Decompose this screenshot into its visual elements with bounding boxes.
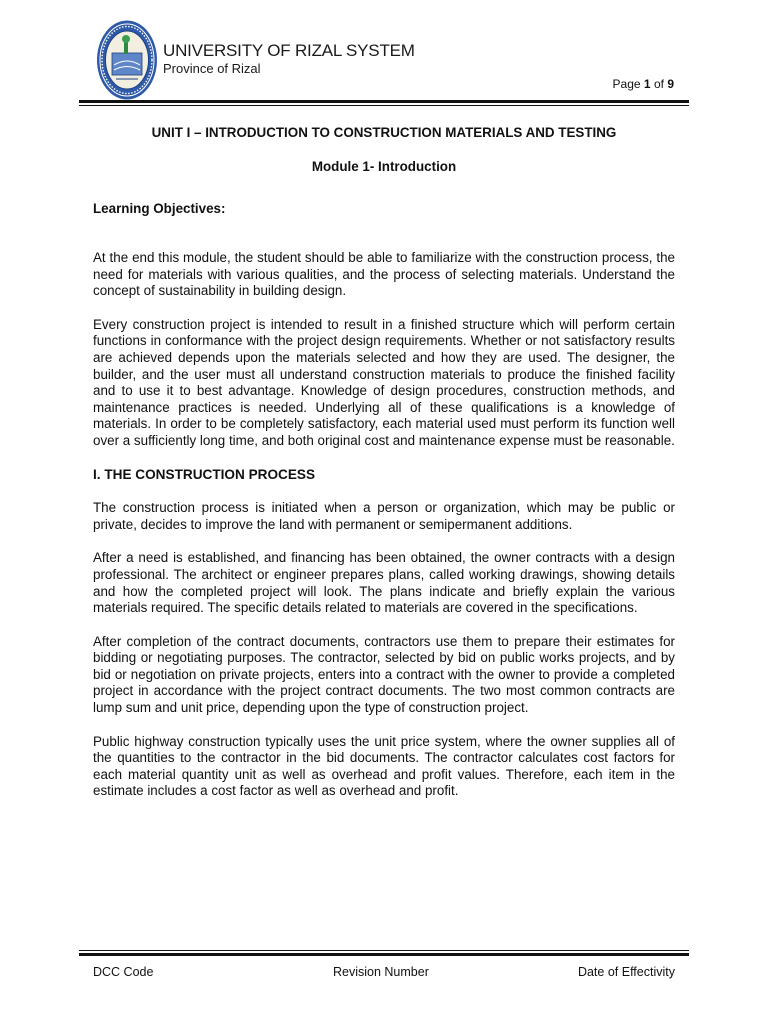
header-rule-thick [79, 100, 689, 103]
paragraph-design-professional: After a need is established, and financing has been obtained, the owner contracts with a design professional. The architect or engineer prepares plans, called working drawings, showing details and how the completed project will look. The plans indicate and briefly explain the various materials required. The specific details related to materials are covered in the specifications. [93, 550, 675, 616]
page-indicator [552, 77, 674, 91]
university-seal-logo [96, 19, 158, 101]
document-body [93, 250, 675, 817]
module-title: Module 1- Introduction [311, 159, 457, 174]
footer-dcc-code: DCC Code [93, 965, 154, 979]
paragraph-process-initiation: The construction process is initiated when a person or organization, which may be public or private, decides to improve the land with permanent or semipermanent additions. [93, 500, 675, 532]
page-total: 9 [667, 77, 674, 91]
page-of: of [653, 77, 664, 91]
paragraph-contract-documents: After completion of the contract documents, contractors use them to prepare their estimates for bidding or negotiating purposes. The contractor, selected by bid on public works projects, and by bid or negotiation on private projects, enters into a contract with the owner to provide a completed project in accordance with the project contract documents. The two most common contracts are lump sum and unit price, depending upon the type of construction project. [93, 633, 675, 716]
header-rule-thin [79, 105, 689, 106]
section-heading-construction-process: I. THE CONSTRUCTION PROCESS [93, 466, 316, 482]
page-current: 1 [643, 77, 651, 91]
learning-objectives-heading: Learning Objectives: [93, 201, 226, 216]
footer-revision-number: Revision Number [333, 965, 429, 979]
footer-rule-thin [79, 950, 689, 951]
province-name: Province of Rizal [163, 61, 261, 76]
university-name: UNIVERSITY OF RIZAL SYSTEM [163, 41, 415, 60]
paragraph-unit-price: Public highway construction typically uses the unit price system, where the owner supplies all of the quantities to the contractor in the bid documents. The contractor calculates cost factors for each material quantity unit as well as overhead and profit values. Therefore, each item in the estimate includes a cost factor as well as overhead and profit. [93, 733, 675, 799]
footer-date-of-effectivity: Date of Effectivity [577, 965, 675, 979]
footer-rule-thick [79, 953, 689, 956]
page-label: Page [612, 77, 641, 91]
paragraph-objectives: At the end this module, the student should be able to familiarize with the construction process, the need for materials with various qualities, and the process of selecting materials. Understand the concept of sustainability in building design. [93, 250, 675, 299]
unit-title: UNIT I – INTRODUCTION TO CONSTRUCTION MATERIALS AND TESTING [151, 125, 617, 140]
paragraph-intro: Every construction project is intended to result in a finished structure which will perform certain functions in conformance with the project design requirements. Whether or not satisfactory results are achieved depends upon the materials selected and how they are used. The designer, the builder, and the user must all understand construction materials to produce the finished facility and to use it to best advantage. Knowledge of design procedures, construction methods, and maintenance practices is needed. Underlying all of these qualifications is a knowledge of materials. In order to be completely satisfactory, each material used must perform its function well over a sufficiently long time, and both original cost and maintenance expense must be reasonable. [93, 316, 675, 448]
